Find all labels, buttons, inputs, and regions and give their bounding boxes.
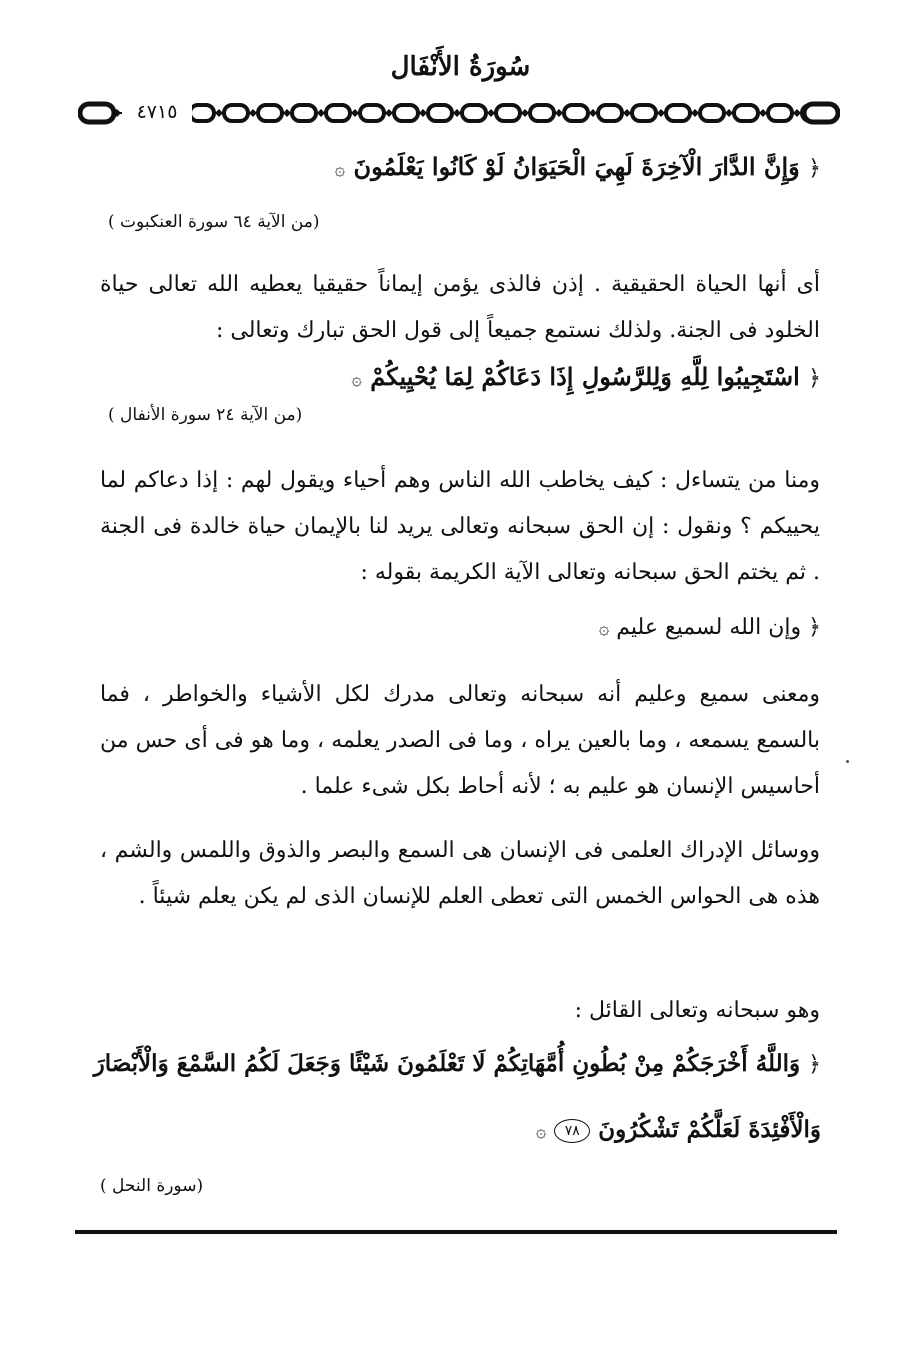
ornament-diamond (419, 109, 427, 117)
verse-end-flower-icon: ۞ (351, 369, 362, 390)
paragraph-he-says: وهو سبحانه وتعالى القائل : (574, 998, 820, 1023)
surah-title: سُورَةُ الأَنْفَال (390, 52, 531, 82)
verse-open-bracket: ﴿ (808, 615, 821, 640)
ornament-diamond (351, 109, 359, 117)
verse-end-flower-icon: ۞ (535, 1121, 547, 1142)
ornament-link (462, 105, 486, 121)
ornament-diamond (487, 109, 495, 117)
verse-text: وإن الله لسميع عليم (616, 615, 802, 640)
verse-open-bracket: ﴿ (808, 156, 821, 181)
ornament-link (768, 105, 792, 121)
ornament-diamond (249, 109, 257, 117)
verse-end-flower-icon: ۞ (598, 618, 610, 639)
ornament-diamond (385, 109, 393, 117)
ornament-link (734, 105, 758, 121)
ornament-link (598, 105, 622, 121)
quran-verse-sami-alim (599, 615, 821, 640)
header-ornament-border (78, 96, 840, 130)
ornament-link (564, 105, 588, 121)
ornament-link (496, 105, 520, 121)
ornament-link (360, 105, 384, 121)
ornament-diamond (623, 109, 631, 117)
ornament-diamond (657, 109, 665, 117)
ornament-link (258, 105, 282, 121)
quran-verse-nahl-line1 (94, 1050, 821, 1077)
verse-text: وَإِنَّ الدَّارَ الْآخِرَةَ لَهِيَ الْحَيَوَانُ لَوْ كَانُوا يَعْلَمُونَ (353, 152, 800, 181)
ornament-diamond (691, 109, 699, 117)
ornament-diamond (283, 109, 291, 117)
citation-ankabut: (من الآية ٦٤ سورة العنكبوت ) (108, 212, 320, 232)
ornament-link (292, 105, 316, 121)
verse-text: اسْتَجِيبُوا لِلَّهِ وَلِلرَّسُولِ إِذَا دَعَاكُمْ لِمَا يُحْيِيكُمْ (370, 362, 800, 391)
page-number: ٤٧١٥ (122, 99, 192, 125)
ornament-link (428, 105, 452, 121)
verse-open-bracket: ﴿ (808, 366, 821, 391)
ornament-diamond (589, 109, 597, 117)
ornament-link (224, 105, 248, 121)
verse-text-line1: وَاللَّهُ أَخْرَجَكُمْ مِنْ بُطُونِ أُمَّهَاتِكُمْ لَا تَعْلَمُونَ شَيْئًا وَجَعَلَ لَكُمُ السَّمْعَ وَالْأَبْصَارَ (93, 1050, 801, 1077)
ornament-end-link (80, 104, 114, 122)
citation-anfal: (من الآية ٢٤ سورة الأنفال ) (108, 405, 303, 425)
ornament-chain-icon (78, 96, 840, 130)
quran-verse-nahl-line2 (536, 1116, 821, 1143)
ornament-diamond (317, 109, 325, 117)
ornament-diamond (215, 109, 223, 117)
ornament-diamond (453, 109, 461, 117)
ornament-link (326, 105, 350, 121)
bottom-rule (75, 1230, 837, 1234)
ornament-diamond (521, 109, 529, 117)
verse-end-flower-icon: ۞ (334, 159, 346, 180)
ornament-link (700, 105, 724, 121)
verse-number-marker: ٧٨ (554, 1119, 590, 1143)
verse-open-bracket: ﴿ (808, 1052, 821, 1077)
quran-verse-anfal (351, 362, 821, 391)
verse-text-line2: وَالْأَفْئِدَةَ لَعَلَّكُمْ تَشْكُرُونَ (598, 1116, 821, 1143)
ornament-link (632, 105, 656, 121)
ornament-diamond (793, 109, 801, 117)
citation-nahl: (سورة النحل ) (100, 1176, 204, 1196)
paragraph-senses: ووسائل الإدراك العلمى فى الإنسان هى السمع والبصر والذوق واللمس والشم ، هذه هى الحواس الخمس التى تعطى العلم للإنسان الذى لم يكن يعلم شيئاً . (100, 838, 820, 909)
ornament-diamond (725, 109, 733, 117)
ornament-diamond (555, 109, 563, 117)
scan-speck (846, 760, 849, 763)
ornament-link (530, 105, 554, 121)
quran-verse-ankabut (335, 152, 821, 181)
paragraph-call-to-life: ومنا من يتساءل : كيف يخاطب الله الناس وهم أحياء ويقول لهم : إذا دعاكم لما يحييكم ؟ ونقول : إن الحق سبحانه وتعالى يريد لنا بالإيمان حياة خالدة فى الجنة . ثم يختم الحق سبحانه وتعالى الآية الكريمة بقوله : (100, 468, 820, 585)
ornament-diamond (759, 109, 767, 117)
ornament-end-link (804, 104, 838, 122)
ornament-link (666, 105, 690, 121)
ornament-link (394, 105, 418, 121)
ornament-link (190, 105, 214, 121)
paragraph-real-life: أى أنها الحياة الحقيقية . إذن فالذى يؤمن إيماناً حقيقيا يعطيه الله تعالى حياة الخلود فى الجنة. ولذلك نستمع جميعاً إلى قول الحق تبارك وتعالى : (100, 272, 820, 343)
paragraph-meaning-sami-alim: ومعنى سميع وعليم أنه سبحانه وتعالى مدرك لكل الأشياء والخواطر ، فما بالسمع يسمعه ، وما بالعين يراه ، وما فى الصدر يعلمه ، وما هو فى أى حس من أحاسيس الإنسان هو عليم به ؛ لأنه أحاط بكل شىء علما . (100, 682, 820, 799)
